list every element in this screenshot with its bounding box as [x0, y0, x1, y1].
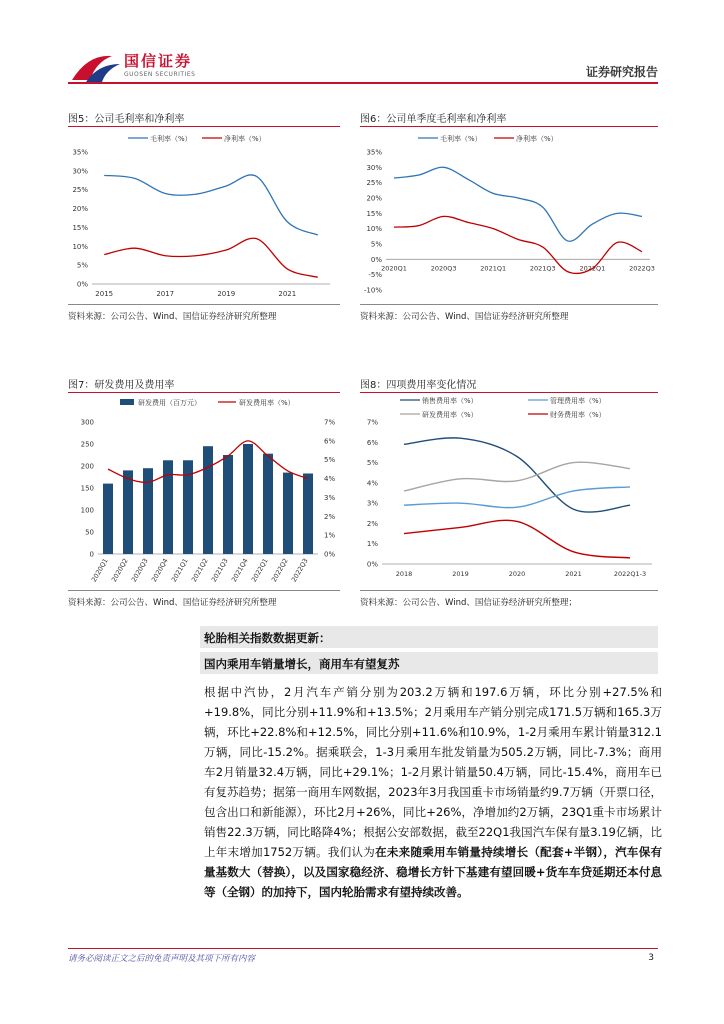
fig8-source: 资料来源：公司公告、Wind、国信证券经济研究所整理；	[360, 598, 577, 608]
fig7-ytick-left-label: 150	[80, 484, 94, 493]
fig6-title-rule	[360, 126, 658, 127]
fig5-ytick-label: 25%	[72, 186, 88, 195]
fig6-xtick-label: 2020Q1	[381, 264, 407, 273]
fig7-bar	[123, 470, 133, 554]
fig7-ytick-right-label: 0%	[324, 550, 336, 559]
fig7-ytick-left-label: 300	[80, 418, 94, 427]
fig7-chart	[68, 394, 340, 588]
fig7-xtick-label: 2022Q2	[269, 557, 290, 584]
footer-disclaimer: 请务必阅读正文之后的免责声明及其项下所有内容	[68, 954, 256, 964]
fig5-ytick-label: 0%	[76, 280, 88, 289]
fig8-title-rule	[360, 392, 658, 393]
fig6-xtick-label: 2022Q1	[579, 264, 606, 273]
fig7-bar	[203, 446, 213, 554]
fig7-xtick-label: 2021Q2	[189, 557, 210, 584]
fig7-ytick-left-label: 100	[80, 506, 94, 515]
fig5-title-rule	[68, 126, 340, 127]
fig7-source-rule	[68, 590, 340, 591]
fig5-legend-label: 毛利率（%）	[150, 135, 192, 143]
fig7-ytick-right-label: 7%	[324, 418, 336, 427]
fig7-xtick-label: 2020Q1	[89, 557, 110, 584]
fig5-ytick-label: 30%	[72, 167, 88, 176]
fig8-ytick-label: 0%	[366, 560, 378, 569]
fig8-ytick-label: 7%	[366, 418, 378, 427]
fig7-xtick-label: 2020Q4	[149, 557, 170, 584]
fig5-chart	[68, 130, 340, 302]
fig7-ytick-left-label: 200	[80, 462, 94, 471]
fig8-ytick-label: 4%	[366, 479, 378, 488]
company-name-en: GUOSEN SECURITIES	[124, 71, 196, 78]
fig8-ytick-label: 3%	[366, 499, 378, 508]
fig8-legend-label: 研发费用率（%）	[422, 411, 478, 419]
section-heading-sales: 国内乘用车销量增长，商用车有望复苏	[204, 657, 400, 671]
fig8-sales-rate-line	[404, 438, 630, 512]
fig5-xtick-label: 2021	[278, 290, 297, 298]
fig6-ytick-label: 10%	[366, 225, 382, 234]
fig5-source-rule	[68, 304, 340, 305]
fig5-ytick-label: 15%	[72, 223, 88, 232]
fig6-xtick-label: 2021Q1	[480, 264, 507, 273]
fig8-xtick-label: 2018	[395, 570, 413, 578]
fig6-ytick-label: 25%	[366, 179, 382, 188]
fig6-ytick-label: -5%	[368, 271, 382, 280]
company-name-cn: 国信证券	[124, 52, 193, 70]
fig8-legend-label: 销售费用率（%）	[422, 397, 478, 405]
fig8-xtick-label: 2020	[508, 570, 526, 578]
fig6-title: 图6：公司单季度毛利率和净利率	[360, 114, 507, 125]
fig5-ytick-label: 20%	[72, 205, 88, 214]
fig7-bar	[303, 473, 313, 554]
header-divider	[68, 82, 658, 84]
fig8-ytick-label: 6%	[366, 438, 378, 447]
fig7-ytick-left-label: 50	[85, 528, 94, 537]
fig7-xtick-label: 2021Q3	[209, 557, 230, 584]
fig7-ytick-left-label: 250	[80, 440, 94, 449]
fig7-xtick-label: 2020Q2	[109, 557, 130, 584]
fig7-source: 资料来源：公司公告、Wind、国信证券经济研究所整理	[68, 598, 277, 608]
fig7-ytick-right-label: 6%	[324, 437, 336, 446]
fig5-legend-label: 净利率（%）	[224, 135, 266, 143]
fig6-xtick-label: 2022Q3	[629, 264, 655, 273]
fig8-admin-rate-line	[404, 487, 630, 508]
fig7-legend-label: 研发费用（百万元）	[138, 399, 201, 407]
fig7-ytick-right-label: 5%	[324, 456, 336, 465]
fig6-ytick-label: 0%	[370, 255, 382, 264]
fig5-gross-margin-line	[104, 175, 318, 235]
fig5-xtick-label: 2015	[95, 290, 114, 298]
fig5-ytick-label: 35%	[72, 148, 88, 157]
fig8-legend-label: 管理费用率（%）	[550, 397, 606, 405]
fig7-bar	[283, 473, 293, 554]
fig7-ytick-left-label: 0	[89, 550, 94, 559]
fig6-legend-label: 毛利率（%）	[440, 135, 482, 143]
fig6-ytick-label: 30%	[366, 163, 382, 172]
fig8-xtick-label: 2019	[452, 570, 469, 578]
fig6-ytick-label: -10%	[363, 286, 382, 295]
fig8-ytick-label: 2%	[366, 519, 378, 528]
fig5-xtick-label: 2017	[156, 290, 175, 298]
fig7-bar	[263, 454, 273, 554]
fig7-bar	[243, 444, 253, 554]
report-type-label: 证券研究报告	[585, 65, 658, 79]
fig5-source: 资料来源：公司公告、Wind、国信证券经济研究所整理	[68, 312, 277, 322]
section-heading-indices: 轮胎相关指数数据更新：	[204, 631, 331, 645]
fig7-title-rule	[68, 392, 340, 393]
fig6-chart	[360, 130, 658, 302]
fig8-xtick-label: 2022Q1-3	[613, 570, 647, 578]
fig7-title: 图7：研发费用及费用率	[68, 380, 175, 391]
fig6-gross-margin-line	[394, 167, 642, 241]
fig5-title: 图5：公司毛利率和净利率	[68, 114, 185, 125]
fig8-legend-label: 财务费用率（%）	[550, 411, 606, 419]
fig7-ytick-right-label: 1%	[324, 531, 336, 540]
fig8-finance-rate-line	[404, 520, 630, 558]
fig7-ytick-right-label: 4%	[324, 475, 336, 484]
footer-divider	[68, 948, 658, 949]
fig5-ytick-label: 10%	[72, 242, 88, 251]
fig7-xtick-label: 2021Q4	[229, 557, 250, 584]
fig6-source-rule	[360, 304, 658, 305]
page-header	[0, 0, 724, 84]
fig7-ytick-right-label: 3%	[324, 493, 336, 502]
fig7-legend-label: 研发费用率（%）	[239, 399, 295, 407]
fig6-xtick-label: 2020Q3	[430, 264, 457, 273]
fig8-xtick-label: 2021	[565, 570, 582, 578]
fig7-ytick-right-label: 2%	[324, 512, 336, 521]
fig5-ytick-label: 5%	[76, 261, 88, 270]
fig6-xtick-label: 2021Q3	[529, 264, 556, 273]
fig6-ytick-label: 15%	[366, 209, 382, 218]
fig7-bar	[223, 455, 233, 554]
fig8-rd-rate-line	[404, 462, 630, 491]
fig5-net-margin-line	[104, 238, 318, 277]
body-paragraph	[204, 682, 662, 902]
fig7-xtick-label: 2020Q3	[129, 557, 150, 584]
fig8-ytick-label: 1%	[366, 540, 378, 549]
fig8-source-rule	[360, 590, 658, 591]
page-number: 3	[648, 953, 654, 963]
fig6-ytick-label: 35%	[366, 148, 382, 157]
paragraph-bold-text: 在未来随乘用车销量持续增长（配套+半钢），汽车保有量基数大（替换），以及国家稳经济、稳增长方针下基建有望回暖+货车车贷延期还本付息等（全钢）的加持下，国内轮胎需求有望持续改善。	[204, 845, 662, 899]
fig5-xtick-label: 2019	[217, 290, 236, 298]
fig6-ytick-label: 5%	[370, 240, 382, 249]
fig7-xtick-label: 2022Q3	[289, 557, 310, 584]
fig6-legend-label: 净利率（%）	[516, 135, 558, 143]
fig6-ytick-label: 20%	[366, 194, 382, 203]
fig6-source: 资料来源：公司公告、Wind、国信证券经济研究所整理	[360, 312, 569, 322]
fig7-bar	[103, 484, 113, 554]
fig7-xtick-label: 2022Q1	[249, 557, 270, 584]
paragraph-normal-text: 根据中汽协，2月汽车产销分别为203.2万辆和197.6万辆，环比分别+27.5%和+19.8%，同比分别+11.9%和+13.5%；2月乘用车产销分别完成171.5万辆和165.3万辆，环比+22.8%和+12.5%，同比分别+11.6%和10.9%，1-2月乘用车累计销量312.1万辆，同比-15.2%。据乘联会，1-3月乘用车批发销量为505.2万辆，同比-7.3%；商用车2月销量32.4万辆，同比+29.1%；1-2月累计销量50.4万辆，同比-15.4%，商用车已有复苏趋势；据第一商用车网数据，2023年3月我国重卡市场销量约9.7万辆（开票口径，包含出口和新能源），环比2月+26%，同比+26%，净增加约2万辆，23Q1重卡市场累计销售22.3万辆，同比略降4%；根据公安部数据，截至22Q1我国汽车保有量3.19亿辆，比上年末增加1752万辆。我们认为	[204, 685, 662, 859]
fig8-title: 图8：四项费用率变化情况	[360, 380, 477, 391]
fig7-xtick-label: 2021Q1	[169, 557, 190, 584]
fig8-chart	[360, 394, 658, 588]
fig7-legend-swatch	[120, 399, 134, 405]
fig8-ytick-label: 5%	[366, 459, 378, 468]
